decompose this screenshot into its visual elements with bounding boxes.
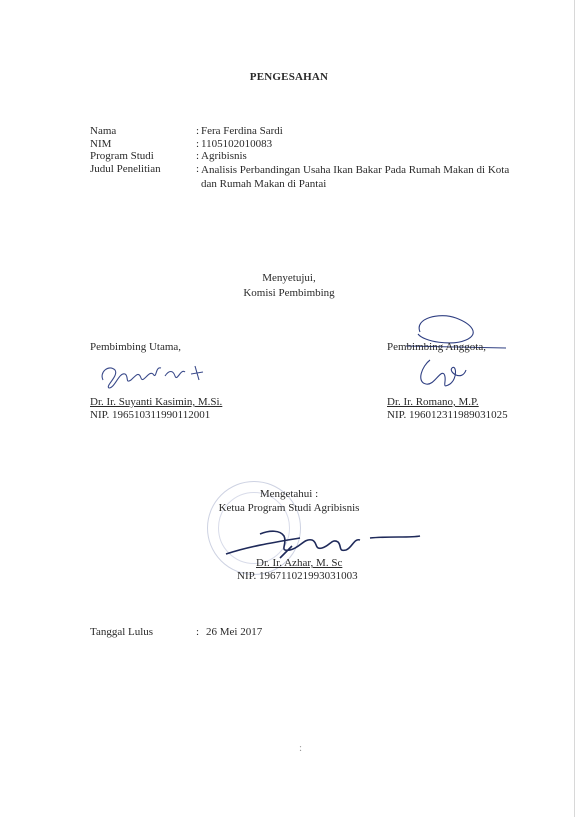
advisor-member-role: Pembimbing Anggota,	[387, 341, 486, 353]
graduation-date: 26 Mei 2017	[206, 626, 263, 638]
info-colon: :	[196, 150, 200, 162]
page-title: PENGESAHAN	[249, 71, 329, 83]
head-of-program-label: Ketua Program Studi Agribisnis	[218, 502, 360, 514]
info-value: 1105102010083	[201, 137, 273, 150]
committee-label: Komisi Pembimbing	[243, 287, 335, 299]
head-name: Dr. Ir. Azhar, M. Sc	[256, 557, 343, 569]
info-label: Program Studi	[90, 150, 154, 162]
head-nip: NIP. 196711021993031003	[237, 570, 358, 582]
info-value: Fera Ferdina Sardi	[201, 125, 283, 137]
approval-label: Menyetujui,	[262, 272, 316, 284]
info-row-name	[90, 125, 530, 138]
advisor-main-name: Dr. Ir. Suyanti Kasimin, M.Si.	[90, 396, 223, 408]
student-info	[90, 125, 530, 189]
info-label: NIM	[90, 137, 112, 150]
info-label: Nama	[90, 125, 117, 137]
graduation-label: Tanggal Lulus	[90, 626, 154, 638]
page-edge	[574, 0, 575, 817]
acknowledged-label: Mengetahui :	[259, 488, 319, 500]
info-value: Agribisnis	[201, 150, 247, 162]
graduation-colon: :	[196, 626, 200, 638]
advisor-main-role: Pembimbing Utama,	[90, 341, 182, 353]
advisor-member-nip: NIP. 196012311989031025	[387, 409, 508, 421]
advisor-main-nip: NIP. 196510311990112001	[90, 409, 211, 421]
advisor-main-signature	[95, 358, 225, 394]
info-label: Judul Penelitian	[90, 162, 161, 175]
info-colon: :	[196, 162, 200, 175]
info-row-nim	[90, 138, 530, 151]
page-mark: :	[299, 742, 303, 754]
info-value: Analisis Perbandingan Usaha Ikan Bakar Pada Rumah Makan di Kota dan Rumah Makan di Pantai	[201, 163, 510, 190]
info-colon: :	[196, 137, 200, 150]
info-colon: :	[196, 125, 200, 137]
advisor-member-name: Dr. Ir. Romano, M.P.	[387, 396, 479, 408]
info-row-program	[90, 150, 530, 163]
info-row-title	[90, 163, 530, 189]
advisor-member-signature	[400, 310, 510, 402]
